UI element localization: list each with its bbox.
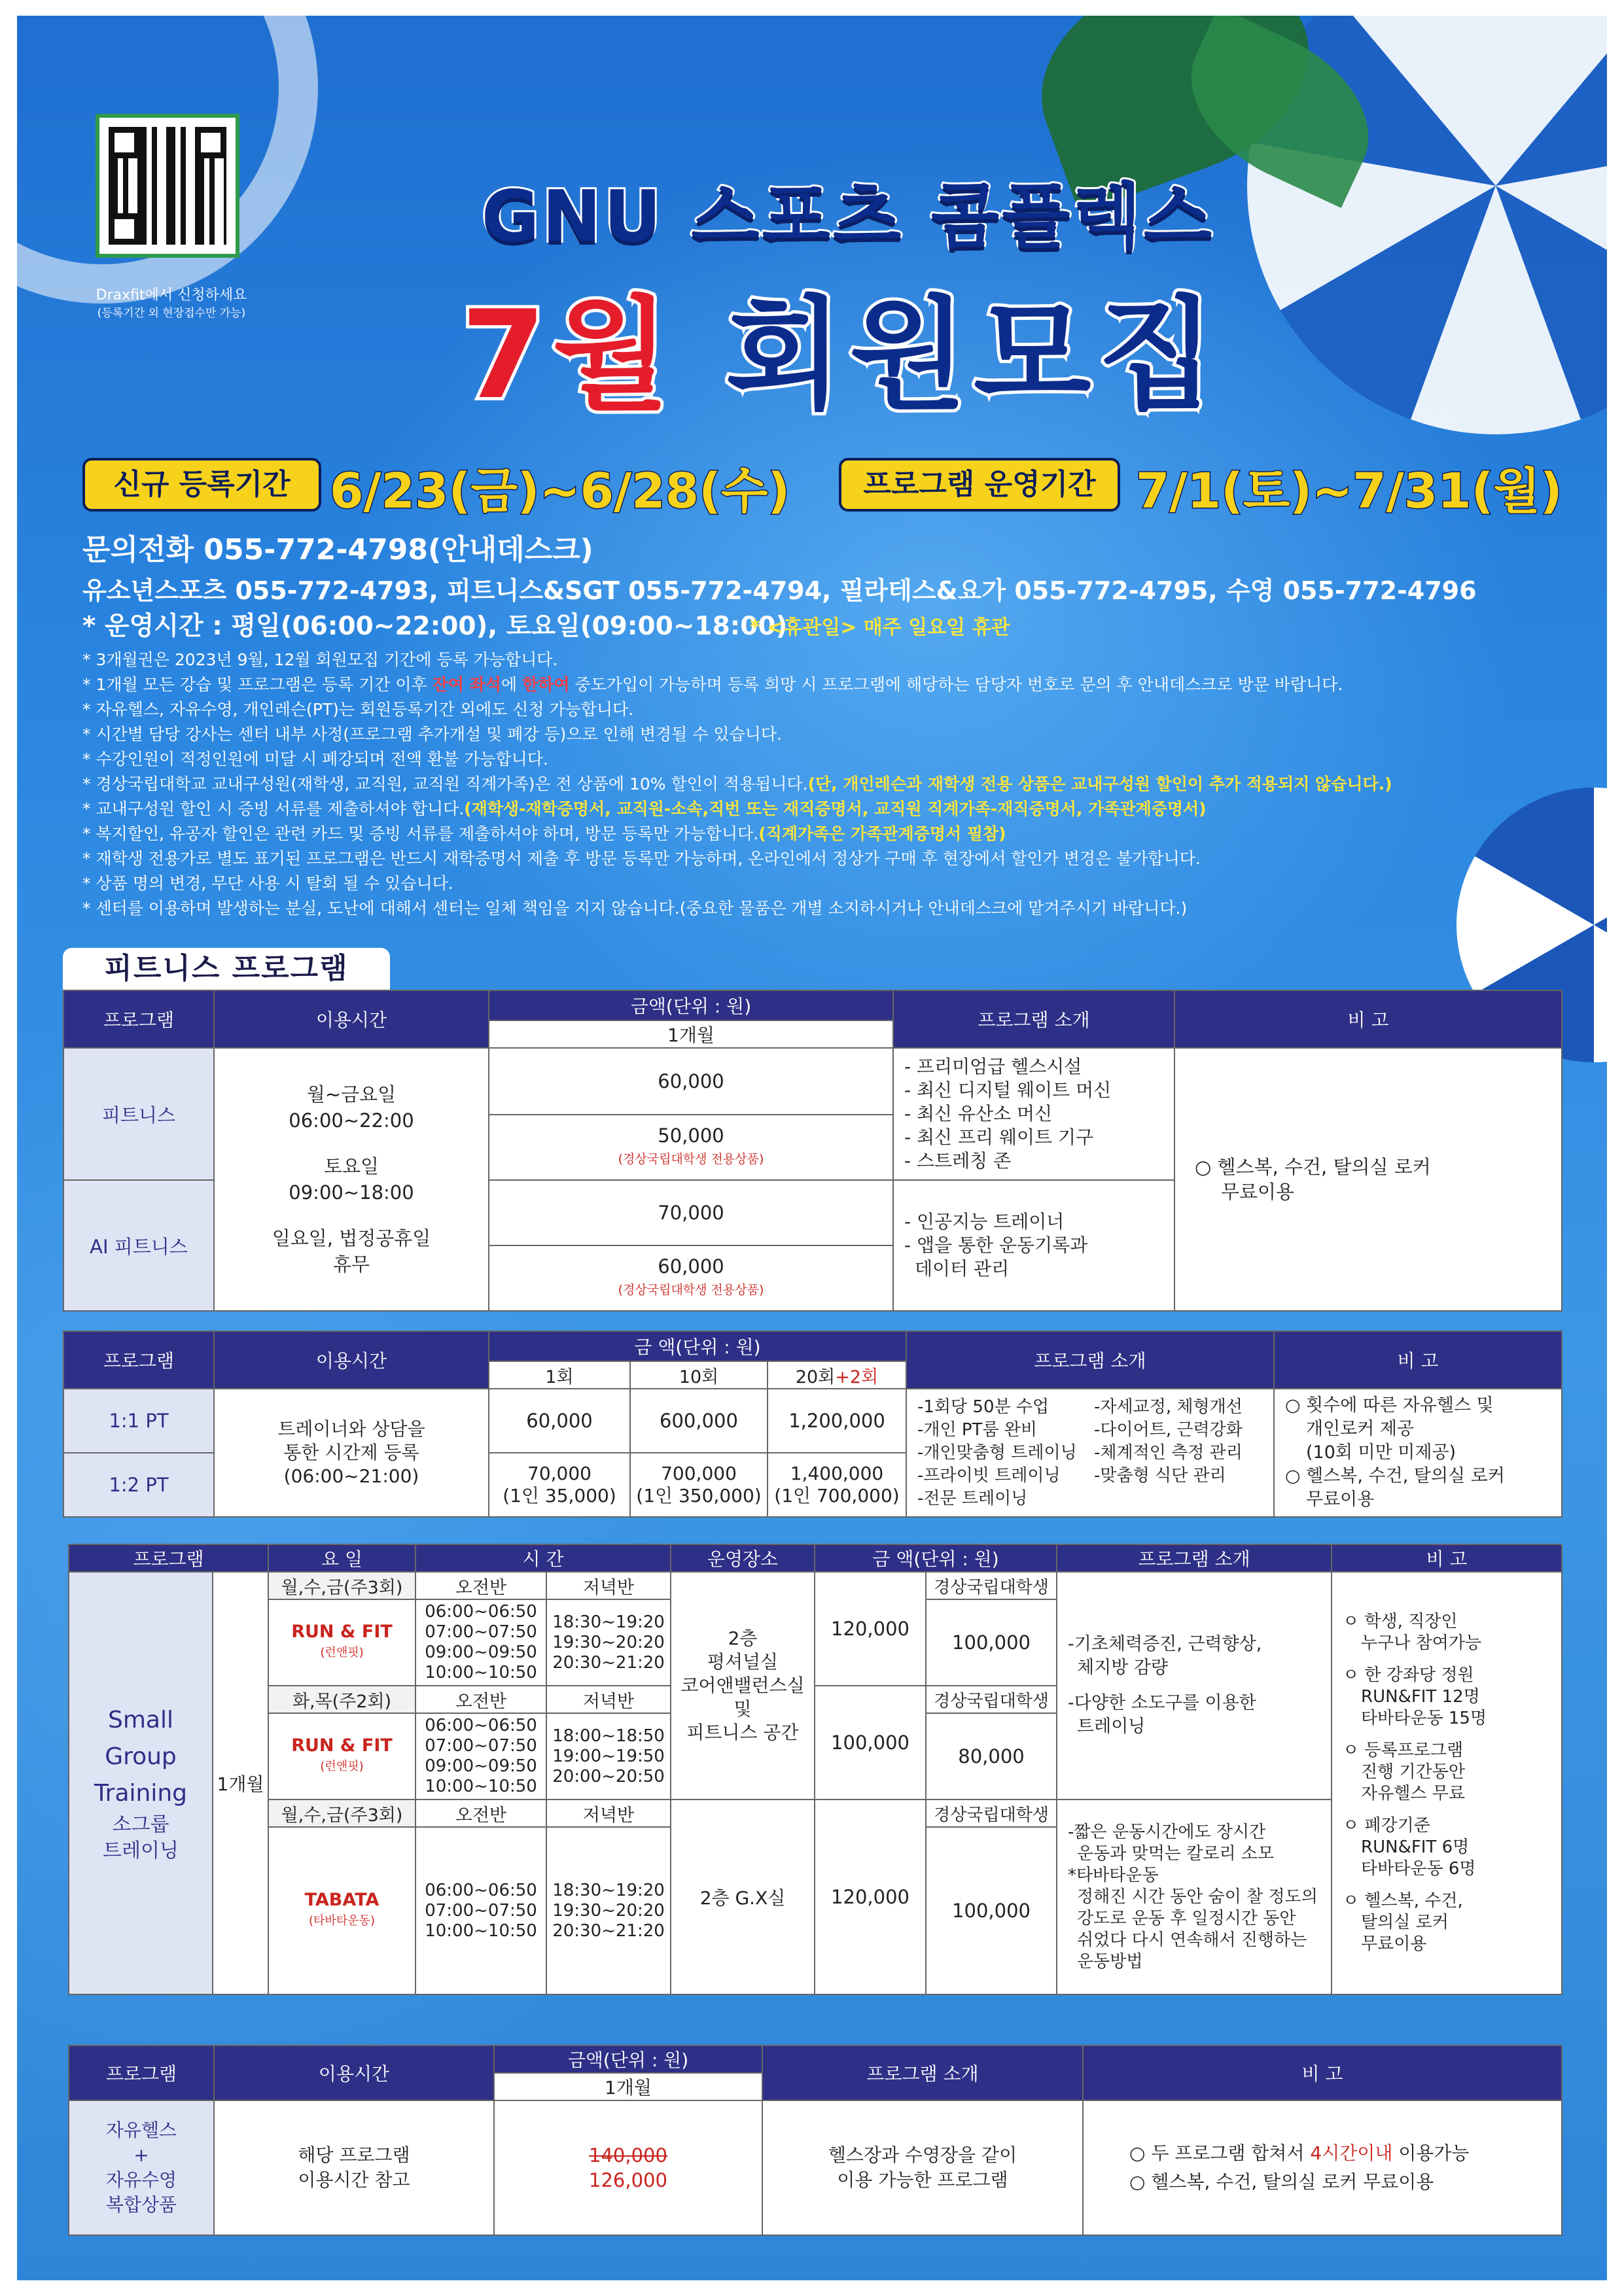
- page-title: GNU 스포츠 콤플렉스: [481, 176, 1215, 258]
- main-phone: 문의전화 055-772-4798(안내데스크): [82, 533, 593, 566]
- notice-2-text: * 1개월 모든 강습 및 프로그램은 등록 기간 이후: [82, 675, 432, 694]
- note-line: RUN&FIT 6명: [1361, 1837, 1470, 1857]
- notice-8-text: * 복지할인, 유공자 할인은 관련 카드 및 증빙 서류를 제출하셔야 하며, 방문 등록만 가능합니다.: [82, 824, 759, 843]
- place-line: 2층: [728, 1627, 758, 1649]
- intro-line: 운동방법: [1077, 1951, 1143, 1972]
- hours-line: 트레이너와 상담을: [277, 1418, 425, 1440]
- g3-name: TABATA: [304, 1890, 380, 1910]
- qr-subcaption: (등록기간 외 현장접수만 가능): [97, 307, 246, 320]
- g1-pm-times: [546, 1599, 671, 1686]
- col-program: 프로그램: [69, 2045, 214, 2100]
- g1-sub: (런앤핏): [320, 1646, 364, 1660]
- note-line: [1129, 2139, 1561, 2168]
- price-fitness: 60,000: [489, 1048, 893, 1115]
- sgt-line: Small: [108, 1707, 173, 1733]
- note-line: 무료이용: [1306, 1489, 1375, 1510]
- notice-10: * 상품 명의 변경, 무단 사용 시 탈회 될 수 있습니다.: [82, 874, 453, 893]
- price-value: 50,000: [658, 1124, 724, 1147]
- price-value: 70,000: [527, 1463, 591, 1484]
- g1-am-times: [415, 1599, 546, 1686]
- place-line: 및: [733, 1698, 752, 1720]
- g3-pm-label: 저녁반: [546, 1800, 671, 1827]
- note-line: RUN&FIT 12명: [1361, 1687, 1480, 1707]
- intro-line: - 앱을 통한 운동기록과: [904, 1234, 1088, 1256]
- notice-4: * 시간별 담당 강사는 센터 내부 사정(프로그램 추가개설 및 폐강 등)으로 인해 변경될 수 있습니다.: [82, 725, 782, 744]
- notice-2-text-c: 중도가입이 가능하며 등록 희망 시 프로그램에 해당하는 담당자 번호로 문의 후 안내데스크로 방문 바랍니다.: [569, 675, 1343, 694]
- intro-line: - 최신 유산소 머신: [904, 1103, 1053, 1124]
- time-slot: 06:00~06:50: [425, 1602, 537, 1622]
- g1-pm-label: 저녁반: [546, 1572, 671, 1599]
- col-time: 이용시간: [214, 2045, 494, 2100]
- notice-6-highlight: (단, 개인레슨과 재학생 전용 상품은 교내구성원 할인이 추가 적용되지 않습니다.): [807, 774, 1392, 793]
- place-line: 피트니스 공간: [686, 1722, 799, 1743]
- hours-line: (06:00~21:00): [283, 1465, 419, 1487]
- intro-col-b: [1094, 1396, 1243, 1510]
- reg-period-label: 신규 등록기간: [82, 458, 321, 512]
- section-title: 피트니스 프로그램: [63, 948, 390, 990]
- col-intro: 프로그램 소개: [893, 990, 1174, 1048]
- op-period-label: 프로그램 운영기간: [839, 458, 1120, 512]
- pt-table: [63, 1331, 1562, 1518]
- combo-price: [494, 2100, 762, 2235]
- col-day: 요 일: [268, 1544, 415, 1572]
- note-line: 무료이용: [1361, 1934, 1427, 1954]
- intro-line: - 스트레칭 존: [904, 1150, 1012, 1172]
- col-place: 운영장소: [671, 1544, 815, 1572]
- g3-gnu-price: 100,000: [926, 1827, 1057, 1994]
- notice-5: * 수강인원이 적정인원에 미달 시 폐강되며 전액 환불 가능합니다.: [82, 750, 548, 769]
- operating-hours: * 운영시간 : 평일(06:00~22:00), 토요일(09:00~18:00): [82, 612, 788, 641]
- g2-gnu-price: 80,000: [926, 1713, 1057, 1800]
- col-intro: 프로그램 소개: [1057, 1544, 1332, 1572]
- col-program: 프로그램: [63, 990, 214, 1048]
- col-20-sessions: [768, 1361, 906, 1389]
- sgt-period: 1개월: [213, 1572, 268, 1994]
- fitness-hours: [214, 1048, 489, 1311]
- time-slot: 18:30~19:20: [552, 1880, 665, 1900]
- g2-days: 화,목(주2회): [268, 1686, 415, 1713]
- time-slot: 09:00~09:50: [425, 1756, 537, 1776]
- g2-am-label: 오전반: [415, 1686, 546, 1713]
- g2-price: 100,000: [815, 1686, 926, 1800]
- poster: [17, 16, 1607, 2280]
- discount-price: 126,000: [589, 2169, 667, 2191]
- col-program: 프로그램: [63, 1331, 214, 1389]
- intro-spacer: [1068, 1680, 1331, 1692]
- note-line: (10회 미만 미제공): [1306, 1442, 1456, 1463]
- intro-line: -1회당 50분 수업: [917, 1397, 1050, 1417]
- hours-closed: 일요일, 법정공휴일: [272, 1227, 431, 1249]
- combo-hours: [214, 2100, 494, 2235]
- intro-col-a: [917, 1396, 1094, 1510]
- combo-name-line: 자유수영: [105, 2169, 177, 2191]
- hours-saturday-time: 09:00~18:00: [289, 1181, 414, 1204]
- g3-days: 월,수,금(주3회): [268, 1800, 415, 1827]
- time-slot: 10:00~10:50: [425, 1921, 537, 1941]
- intro-line: -맞춤형 식단 관리: [1094, 1465, 1226, 1486]
- intro-line: -개인 PT룸 완비: [917, 1419, 1038, 1440]
- intro-line: -다이어트, 근력강화: [1094, 1419, 1243, 1440]
- notice-7-highlight: (재학생-재학증명서, 교직원-소속,직번 또는 재직증명서, 교직원 직계가족-재직증명서, 가족관계증명서): [464, 799, 1207, 818]
- time-slot: 20:30~21:20: [552, 1652, 665, 1673]
- time-slot: 07:00~07:50: [425, 1736, 537, 1756]
- notice-2-highlight-b: 한하여: [522, 675, 570, 694]
- intro-line: 체지방 감량: [1077, 1658, 1169, 1678]
- intro-line: - 프리미엄급 헬스시설: [904, 1056, 1082, 1077]
- g1-program: [268, 1599, 415, 1686]
- note-text: 이용가능: [1392, 2142, 1470, 2164]
- col-note: 비 고: [1274, 1331, 1562, 1389]
- intro-line: *타바타운동: [1068, 1865, 1159, 1885]
- intro-tabata: [1057, 1800, 1332, 1994]
- price-pt1-20: 1,200,000: [768, 1389, 906, 1453]
- notice-6: [82, 771, 1392, 795]
- g2-am-times: [415, 1713, 546, 1800]
- notice-2-highlight: 잔여 좌석: [432, 675, 501, 694]
- price-note: (경상국립대학생 전용상품): [618, 1152, 764, 1166]
- g2-pm-times: [546, 1713, 671, 1800]
- sgt-line: 소그룹: [112, 1813, 169, 1836]
- program-combo: [69, 2100, 214, 2235]
- sgt-line: 트레이닝: [103, 1839, 179, 1862]
- combo-name-line: 자유헬스: [105, 2119, 177, 2141]
- g1-name: RUN & FIT: [291, 1622, 393, 1642]
- place-line: 코어앤밸런스실: [680, 1675, 805, 1696]
- note-line: ○ 횟수에 따른 자유헬스 및: [1285, 1395, 1494, 1416]
- headline-month: 7월: [461, 284, 677, 426]
- col-20-label: 20회: [795, 1366, 836, 1387]
- price-pt2-10: [630, 1453, 768, 1517]
- g1-am-label: 오전반: [415, 1572, 546, 1599]
- program-ai-fitness: AI 피트니스: [63, 1180, 214, 1311]
- time-slot: 20:00~20:50: [552, 1766, 665, 1786]
- price-value: 1,400,000: [790, 1463, 884, 1484]
- intro-line: - 최신 프리 웨이트 기구: [904, 1126, 1094, 1148]
- note-line: 타바타운동 6명: [1361, 1859, 1476, 1879]
- notice-8-highlight: (직계가족은 가족관계증명서 필참): [758, 824, 1006, 843]
- closed-day: * <휴관일> 매주 일요일 휴관: [750, 616, 1010, 639]
- col-note: 비 고: [1174, 990, 1562, 1048]
- note-highlight: 4시간이내: [1310, 2142, 1393, 2164]
- intro-line: 강도로 운동 후 일정시간 동안: [1077, 1908, 1296, 1928]
- col-time: 시 간: [415, 1544, 671, 1572]
- pt-hours: [214, 1389, 489, 1517]
- note-line: 무료이용: [1221, 1181, 1295, 1203]
- note-line: 탈의실 로커: [1361, 1913, 1449, 1932]
- g3-sub: (타바타운동): [309, 1914, 376, 1928]
- note-line: ○ 헬스복, 수건, 탈의실 로커: [1195, 1156, 1431, 1178]
- reg-period-dates: 6/23(금)~6/28(수): [330, 463, 790, 519]
- g3-place: 2층 G.X실: [671, 1800, 815, 1994]
- time-slot: 18:00~18:50: [552, 1726, 665, 1746]
- note-line: ㅇ 학생, 직장인: [1343, 1612, 1458, 1631]
- col-note: 비 고: [1083, 2045, 1562, 2100]
- notice-3: * 자유헬스, 자유수영, 개인레슨(PT)는 회원등록기간 외에도 신청 가능합니다.: [82, 700, 634, 719]
- note-pt: [1274, 1389, 1562, 1517]
- price-value: 700,000: [661, 1463, 737, 1484]
- intro-line: -체계적인 측정 관리: [1094, 1442, 1243, 1463]
- hours-closed-label: 휴무: [332, 1253, 370, 1276]
- hours-weekday-time: 06:00~22:00: [289, 1109, 414, 1132]
- time-slot: 07:00~07:50: [425, 1622, 537, 1642]
- intro-line: -자세교정, 체형개선: [1094, 1397, 1243, 1417]
- price-fitness-student: [489, 1115, 893, 1180]
- sgt-table: [68, 1544, 1562, 1995]
- g2-name: RUN & FIT: [291, 1735, 393, 1756]
- price-pt2-1: [489, 1453, 630, 1517]
- price-value: 60,000: [658, 1255, 724, 1278]
- department-phones: 유소년스포츠 055-772-4793, 피트니스&SGT 055-772-4794, 필라테스&요가 055-772-4795, 수영 055-772-4796: [82, 576, 1477, 605]
- g1-gnu-price: 100,000: [926, 1599, 1057, 1686]
- program-fitness: 피트니스: [63, 1048, 214, 1180]
- program-pt-1on2: 1:2 PT: [63, 1453, 214, 1517]
- place-line: 평셔널실: [707, 1651, 779, 1673]
- g1-gnu-label: 경상국립대학생: [926, 1572, 1057, 1599]
- time-slot: 06:00~06:50: [425, 1880, 537, 1900]
- col-intro: 프로그램 소개: [906, 1331, 1274, 1389]
- g2-sub: (런앤핏): [320, 1760, 364, 1773]
- price-pt2-20: [768, 1453, 906, 1517]
- price-note: (경상국립대학생 전용상품): [618, 1283, 764, 1297]
- col-time: 이용시간: [214, 1331, 489, 1389]
- intro-pt: [906, 1389, 1274, 1517]
- intro-line: -짧은 운동시간에도 장시간: [1068, 1822, 1266, 1842]
- note-line: 누구나 참여가능: [1361, 1633, 1482, 1653]
- sgt-line: Training: [94, 1780, 188, 1807]
- price-pt1-1: 60,000: [489, 1389, 630, 1453]
- notice-2-text-b: 에: [501, 675, 523, 694]
- col-time: 이용시간: [214, 990, 489, 1048]
- intro-line: -개인맞춤형 트레이닝: [917, 1442, 1077, 1463]
- note-line: ㅇ 등록프로그램: [1343, 1741, 1464, 1760]
- note-sgt: [1332, 1572, 1562, 1994]
- col-1-session: 1회: [489, 1361, 630, 1389]
- note-line: ○ 헬스복, 수건, 탈의실 로커: [1285, 1466, 1505, 1486]
- combo-name-line: 복합상품: [105, 2194, 177, 2216]
- col-20-bonus: +2회: [835, 1366, 879, 1387]
- time-slot: 19:30~20:20: [552, 1900, 665, 1921]
- note-line: 자유헬스 무료: [1361, 1784, 1465, 1803]
- note-line: 타바타운동 15명: [1361, 1709, 1487, 1728]
- g2-pm-label: 저녁반: [546, 1686, 671, 1713]
- time-slot: 19:30~20:20: [552, 1632, 665, 1652]
- col-month: 1개월: [489, 1020, 893, 1048]
- qr-caption: Draxfit에서 신청하세요: [96, 287, 247, 304]
- g3-am-times: [415, 1827, 546, 1994]
- notice-11: * 센터를 이용하며 발생하는 분실, 도난에 대해서 센터는 일체 책임을 지지 않습니다.(중요한 물품은 개별 소지하시거나 안내데스크에 맡겨주시기 바랍니다.): [82, 899, 1188, 918]
- note-line: ㅇ 폐강기준: [1343, 1816, 1430, 1835]
- price-per-person: (1인 350,000): [636, 1485, 762, 1506]
- place-12: [671, 1572, 815, 1800]
- intro-line: - 최신 디지털 웨이트 머신: [904, 1079, 1112, 1101]
- intro-line: 쉬었다 다시 연속해서 진행하는: [1077, 1930, 1307, 1950]
- intro-line: 트레이닝: [1077, 1716, 1146, 1737]
- note-line: 진행 기간동안: [1361, 1762, 1465, 1782]
- g3-price: 120,000: [815, 1800, 926, 1994]
- qr-code[interactable]: [96, 114, 239, 258]
- col-price: 금액(단위 : 원): [489, 990, 893, 1020]
- hours-line: 이용시간 참고: [298, 2169, 410, 2191]
- time-slot: 20:30~21:20: [552, 1921, 665, 1941]
- notice-6-text: * 경상국립대학교 교내구성원(재학생, 교직원, 교직원 직계가족)은 전 상품에 10% 할인이 적용됩니다.: [82, 774, 808, 793]
- col-price: 금 액(단위 : 원): [489, 1331, 906, 1361]
- price-per-person: (1인 700,000): [774, 1485, 900, 1506]
- notice-2: [82, 672, 1343, 695]
- notice-1: * 3개월권은 2023년 9월, 12월 회원모집 기간에 등록 가능합니다.: [82, 650, 558, 669]
- combo-table: [68, 2045, 1562, 2236]
- intro-line: -기초체력증진, 근력향상,: [1068, 1634, 1262, 1654]
- intro-line: 운동과 맞먹는 칼로리 소모: [1077, 1843, 1275, 1864]
- g2-gnu-label: 경상국립대학생: [926, 1686, 1057, 1713]
- intro-line: - 인공지능 트레이너: [904, 1211, 1065, 1232]
- time-slot: 10:00~10:50: [425, 1777, 537, 1796]
- program-pt-1on1: 1:1 PT: [63, 1389, 214, 1453]
- col-10-sessions: 10회: [630, 1361, 768, 1389]
- intro-line: -다양한 소도구를 이용한: [1068, 1693, 1256, 1713]
- notice-9: * 재학생 전용가로 별도 표기된 프로그램은 반드시 재학증명서 제출 후 방문 등록만 가능하며, 온라인에서 정상가 구매 후 현장에서 할인가 변경은 불가합니다.: [82, 849, 1201, 868]
- hours-line: 해당 프로그램: [298, 2144, 410, 2166]
- note-line: ○ 헬스복, 수건, 탈의실 로커 무료이용: [1129, 2171, 1434, 2193]
- intro-line: -프라이빗 트레이닝: [917, 1465, 1061, 1486]
- time-slot: 09:00~09:50: [425, 1643, 537, 1662]
- note-line: ㅇ 헬스복, 수건,: [1343, 1891, 1463, 1911]
- col-program: 프로그램: [69, 1544, 268, 1572]
- price-pt1-10: 600,000: [630, 1389, 768, 1453]
- intro-line: 정해진 시간 동안 숨이 찰 정도의: [1077, 1887, 1318, 1907]
- col-intro: 프로그램 소개: [762, 2045, 1083, 2100]
- notice-8: [82, 821, 1006, 844]
- note-line: 개인로커 제공: [1306, 1419, 1415, 1439]
- page-headline: [383, 258, 1299, 432]
- col-price: 금 액(단위 : 원): [815, 1544, 1057, 1572]
- note-text: ○ 두 프로그램 합쳐서: [1129, 2142, 1311, 2164]
- sgt-line: Group: [105, 1743, 177, 1770]
- time-slot: 19:00~19:50: [552, 1746, 665, 1766]
- g3-gnu-label: 경상국립대학생: [926, 1800, 1057, 1827]
- combo-intro: [762, 2100, 1083, 2235]
- col-price: 금액(단위 : 원): [494, 2045, 762, 2073]
- g1-days: 월,수,금(주3회): [268, 1572, 415, 1599]
- intro-line: 헬스장과 수영장을 같이: [828, 2144, 1017, 2166]
- combo-name-line: +: [133, 2144, 149, 2166]
- note-fitness: [1174, 1048, 1562, 1311]
- fitness-table: [63, 990, 1562, 1312]
- intro-line: -전문 트레이닝: [917, 1488, 1028, 1508]
- intro-line: 데이터 관리: [915, 1258, 1010, 1279]
- program-sgt: [69, 1572, 213, 1994]
- g2-program: [268, 1713, 415, 1800]
- price-ai: 70,000: [489, 1180, 893, 1245]
- hours-weekday: 월~금요일: [306, 1083, 397, 1105]
- price-ai-student: [489, 1245, 893, 1311]
- headline-rest: 회원모집: [725, 284, 1222, 426]
- time-slot: 18:30~19:20: [552, 1612, 665, 1632]
- combo-note: [1083, 2100, 1562, 2235]
- notice-7: [82, 796, 1207, 820]
- price-per-person: (1인 35,000): [503, 1485, 616, 1506]
- g3-pm-times: [546, 1827, 671, 1994]
- old-price: 140,000: [589, 2144, 667, 2166]
- time-slot: 06:00~06:50: [425, 1716, 537, 1735]
- op-period-dates: 7/1(토)~7/31(월): [1136, 463, 1562, 519]
- g3-program: [268, 1827, 415, 1994]
- col-month: 1개월: [494, 2073, 762, 2100]
- hours-line: 통한 시간제 등록: [283, 1442, 419, 1463]
- intro-runfit: [1057, 1572, 1332, 1800]
- intro-fitness: [893, 1048, 1174, 1180]
- notice-7-text: * 교내구성원 할인 시 증빙 서류를 제출하셔야 합니다.: [82, 799, 465, 818]
- g3-am-label: 오전반: [415, 1800, 546, 1827]
- col-note: 비 고: [1332, 1544, 1562, 1572]
- intro-ai: [893, 1180, 1174, 1311]
- time-slot: 07:00~07:50: [425, 1900, 537, 1921]
- g1-price: 120,000: [815, 1572, 926, 1686]
- intro-line: 이용 가능한 프로그램: [837, 2169, 1008, 2191]
- note-line: ㅇ 한 강좌당 정원: [1343, 1665, 1474, 1685]
- time-slot: 10:00~10:50: [425, 1663, 537, 1682]
- hours-saturday: 토요일: [323, 1155, 380, 1177]
